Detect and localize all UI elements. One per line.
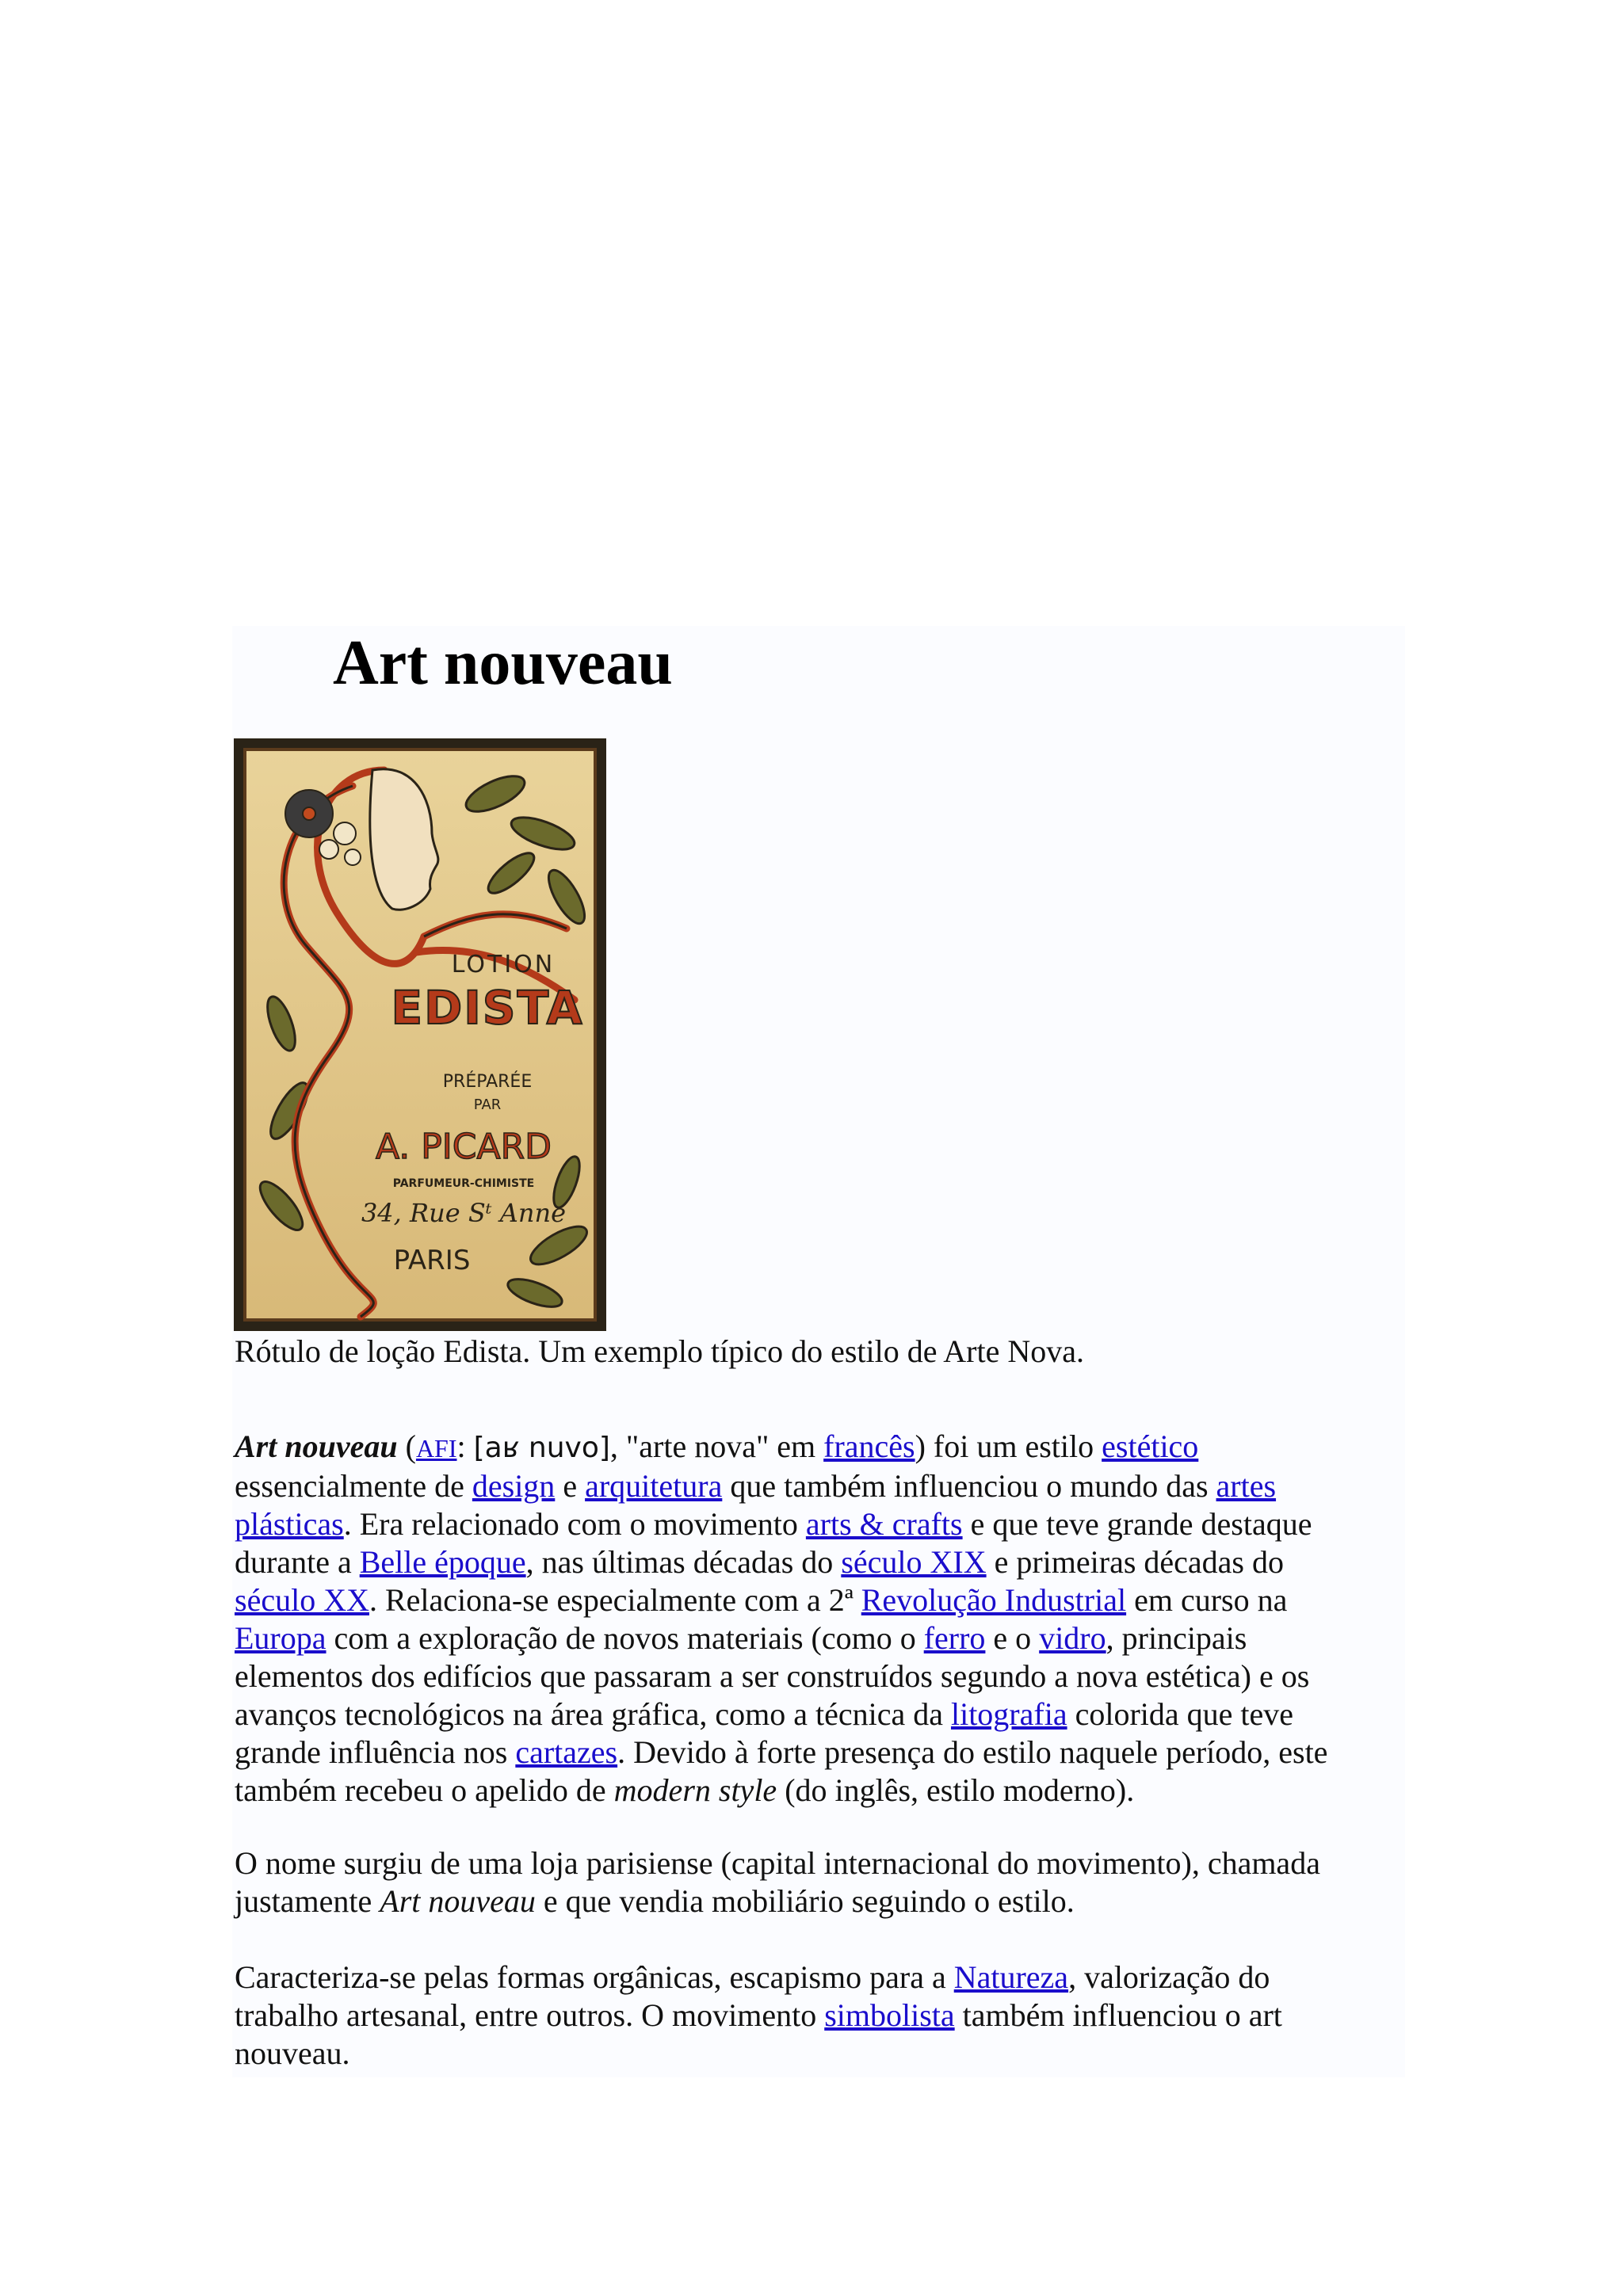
text-line	[235, 1657, 1400, 1695]
link-design[interactable]: design	[472, 1468, 556, 1504]
edista-poster-image	[234, 738, 606, 1331]
text-run: , nas últimas décadas do	[525, 1544, 842, 1580]
link-frances[interactable]: francês	[823, 1428, 915, 1464]
term-art-nouveau-shop: Art nouveau	[380, 1883, 536, 1919]
image-caption: Rótulo de loção Edista. Um exemplo típico do estilo de Arte Nova.	[235, 1333, 1085, 1369]
text-line	[235, 1772, 1400, 1810]
link-europa[interactable]: Europa	[235, 1620, 327, 1656]
text-run: Caracteriza-se pelas formas orgânicas, escapismo para a	[235, 1959, 954, 1995]
text-line	[235, 1619, 1400, 1657]
link-estetico[interactable]: estético	[1102, 1428, 1199, 1464]
link-ferro[interactable]: ferro	[923, 1620, 986, 1656]
text-run: também influenciou o art	[954, 1997, 1282, 2033]
link-artes-plasticas-cont[interactable]: plásticas	[235, 1506, 344, 1542]
poster-paris-text: PARIS	[393, 1245, 471, 1276]
link-vidro[interactable]: vidro	[1039, 1620, 1106, 1656]
text-line	[235, 1428, 1400, 1467]
text-run: em curso na	[1126, 1582, 1288, 1618]
text-run: avanços tecnológicos na área gráfica, como a técnica da	[235, 1696, 951, 1732]
text-run: colorida que teve	[1067, 1696, 1294, 1732]
link-afi[interactable]: AFI	[415, 1434, 457, 1463]
text-run: justamente	[235, 1883, 380, 1919]
paragraph-characteristics	[235, 1958, 1400, 2073]
link-simbolista[interactable]: simbolista	[824, 1997, 955, 2033]
text-line	[235, 1695, 1400, 1733]
link-artes-plasticas[interactable]: artes	[1216, 1468, 1277, 1504]
text-run: essencialmente de	[235, 1468, 472, 1504]
text-line	[235, 1733, 1400, 1772]
link-belle-epoque[interactable]: Belle époque	[359, 1544, 526, 1580]
text-run: nouveau.	[235, 2035, 350, 2071]
paragraph-intro	[235, 1428, 1400, 1810]
term-art-nouveau: Art nouveau	[235, 1428, 398, 1464]
text-run: que também influenciou o mundo das	[722, 1468, 1216, 1504]
text-run: . Devido à forte presença do estilo naquele período, este	[617, 1734, 1328, 1770]
text-line	[235, 2035, 1400, 2073]
link-cartazes[interactable]: cartazes	[515, 1734, 618, 1770]
poster-par-text: PAR	[473, 1097, 502, 1113]
text-run: e primeiras décadas do	[986, 1544, 1284, 1580]
poster-illustration	[234, 738, 606, 1331]
text-line	[235, 1844, 1400, 1882]
text-run: , "arte nova" em	[609, 1428, 824, 1464]
link-litografia[interactable]: litografia	[950, 1696, 1067, 1732]
text-run: , principais	[1106, 1620, 1247, 1656]
text-run: , valorização do	[1068, 1959, 1270, 1995]
text-line	[235, 1997, 1400, 2035]
link-revolucao-industrial[interactable]: Revolução Industrial	[861, 1582, 1127, 1618]
text-run: elementos dos edifícios que passaram a ser construídos segundo a nova estética) e os	[235, 1658, 1310, 1694]
text-run: grande influência nos	[235, 1734, 516, 1770]
poster-address-text: 34, Rue Sᵗ Anne	[361, 1198, 567, 1228]
poster-lotion-text: LOTION	[451, 951, 556, 978]
link-natureza[interactable]: Natureza	[953, 1959, 1069, 1995]
text-run: . Relaciona-se especialmente com a 2ª	[369, 1582, 861, 1618]
link-seculo-xx[interactable]: século XX	[235, 1582, 369, 1618]
text-run: durante a	[235, 1544, 360, 1580]
text-run: :	[456, 1428, 474, 1464]
text-run: (do inglês, estilo moderno).	[777, 1772, 1135, 1808]
text-run: (	[397, 1428, 416, 1464]
text-line	[235, 1467, 1400, 1505]
term-modern-style: modern style	[613, 1772, 777, 1808]
text-run: e	[555, 1468, 586, 1504]
poster-picard-text: A. PICARD	[375, 1127, 552, 1167]
text-line	[235, 1958, 1400, 1997]
text-line	[235, 1543, 1400, 1581]
page-title: Art nouveau	[333, 628, 673, 698]
link-seculo-xix[interactable]: século XIX	[841, 1544, 987, 1580]
text-run: e o	[985, 1620, 1040, 1656]
text-run: O nome surgiu de uma loja parisiense (capital internacional do movimento), chamada	[235, 1845, 1320, 1881]
text-run: com a exploração de novos materiais (como o	[326, 1620, 924, 1656]
poster-edista-text: EDISTA	[391, 981, 584, 1035]
poster-parfumeur-text: PARFUMEUR-CHIMISTE	[392, 1177, 535, 1190]
text-line	[235, 1581, 1400, 1619]
text-run: ) foi um estilo	[915, 1428, 1102, 1464]
text-line	[235, 1882, 1400, 1920]
link-arts-crafts[interactable]: arts & crafts	[805, 1506, 963, 1542]
ipa-transcription: [aʁ nuvo]	[473, 1432, 610, 1464]
poster-preparee-text: PRÉPARÉE	[442, 1072, 533, 1092]
link-arquitetura[interactable]: arquitetura	[585, 1468, 723, 1504]
text-run: trabalho artesanal, entre outros. O movimento	[235, 1997, 825, 2033]
text-run: . Era relacionado com o movimento	[343, 1506, 806, 1542]
text-run: também recebeu o apelido de	[235, 1772, 614, 1808]
paragraph-name-origin	[235, 1844, 1400, 1920]
text-run: e que vendia mobiliário seguindo o estilo.	[535, 1883, 1075, 1919]
text-line	[235, 1505, 1400, 1543]
text-run: e que teve grande destaque	[962, 1506, 1312, 1542]
